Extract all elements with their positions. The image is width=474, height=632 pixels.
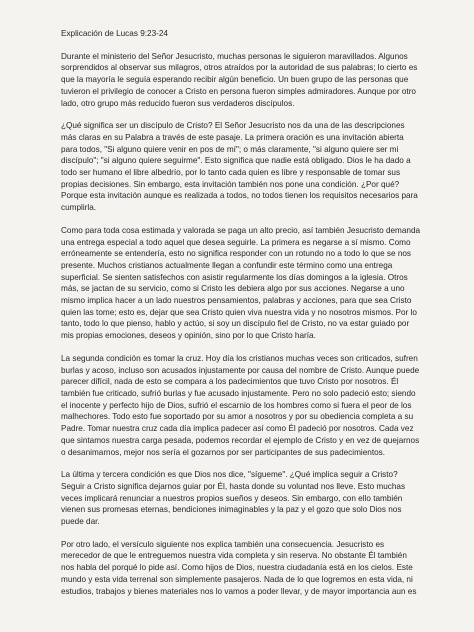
paragraph: Como para toda cosa estimada y valorada se paga un alto precio, así también Jesucristo demanda una entrega especial a todo aquel que desea seguirle. La primera es negarse a sí mismo. Como erróneamente se entendería, esto no significa responder con un rotundo no a todo lo que se nos presente. Muchos cristianos actualmente llegan a confundir este término como una entrega superficial. Se sienten satisfechos con asistir regularmente los días domingos a la iglesia. Otros más, se jactan de su servicio, como si Cristo les debiera algo por sus acciones. Negarse a uno mismo implica hacer a un lado nuestros pensamientos, palabras y acciones, para que sea Cristo quien las tome; esto es, dejar que sea Cristo quien viva nuestra vida y no nosotros mismos. Por lo tanto, todo lo que pienso, hablo y actúo, si soy un discípulo fiel de Cristo, no va estar guiado por mis propias emociones, deseos y opinión, sino por lo que Cristo haría. (61, 225, 421, 341)
paragraph: ¿Qué significa ser un discípulo de Cristo? El Señor Jesucristo nos da una de las descripciones más claras en su Palabra a través de este pasaje. La primera oración es una invitación abierta para todos, "Si alguno quiere venir en pos de mí"; o más claramente, "si alguno quiere ser mi discípulo"; "si alguno quiere seguirme". Esto significa que nadie está obligado. Dios le ha dado a todo ser humano el libre albedrío, por lo tanto cada quien es libre y responsable de tomar sus propias decisiones. Sin embargo, esta invitación también nos pone una condición. ¿Por qué? Porque esta invitación aunque es realizada a todos, no todos tienen los requisitos necesarios para cumplirla. (61, 121, 418, 213)
document-title: Explicación de Lucas 9:23-24 (61, 29, 168, 38)
paragraph: La última y tercera condición es que Dios nos dice, "sígueme". ¿Qué implica seguir a Cristo? Seguir a Cristo significa dejarnos guiar por Él, hasta donde su voluntad nos lleve. Esto muchas veces implicará renunciar a nuestros propios sueños y deseos. Sin embargo, con ello también vienen sus promesas eternas, bendiciones inimaginables y la paz y el gozo que solo Dios nos puede dar. (61, 470, 406, 527)
paragraph: Durante el ministerio del Señor Jesucristo, muchas personas le siguieron maravillados. Algunos sorprendidos al observar sus milagros, otros atraídos por la autoridad de sus palabras; lo cierto es que la mayoría le seguía esperando recibir algún beneficio. Un buen grupo de las personas que tuvieron el privilegio de conocer a Cristo en persona fueron simples admiradores. Aunque por otro lado, otro grupo más reducido fueron sus verdaderos discípulos. (61, 51, 418, 108)
paragraph: La segunda condición es tomar la cruz. Hoy día los cristianos muchas veces son criticados, sufren burlas y acoso, incluso son acusados injustamente por causa del nombre de Cristo. Aunque puede parecer difícil, nada de esto se compara a los padecimientos que tuvo Cristo por nosotros. Él también fue criticado, sufrió burlas y fue acusado injustamente. Pero no solo padeció esto; siendo el inocente y perfecto hijo de Dios, sufrió el escarnio de los hombres como si fuera el peor de los malhechores. Todo esto fue soportado por su amor a nosotros y por su obediencia completa a su Padre. Tomar nuestra cruz cada día implica padecer así como Él padeció por nosotros. Cada vez que sintamos nuestra carga pesada, podemos recordar el ejemplo de Cristo y en vez de quejarnos o desanimarnos, mejor nos sería el gozarnos por ser participantes de sus padecimientos. (61, 353, 420, 457)
paragraph: Por otro lado, el versículo siguiente nos explica también una consecuencia. Jesucristo es merecedor de que le entreguemos nuestra vida completa y sin reserva. No obstante Él también nos habla del porqué lo pide así. Como hijos de Dios, nuestra ciudadanía está en los cielos. Este mundo y esta vida terrenal son simplemente pasajeros. Nada de lo que logremos en esta vida, ni estudios, trabajos y bienes materiales nos lo vamos a poder llevar, y de mayor importancia aun es (61, 539, 417, 596)
